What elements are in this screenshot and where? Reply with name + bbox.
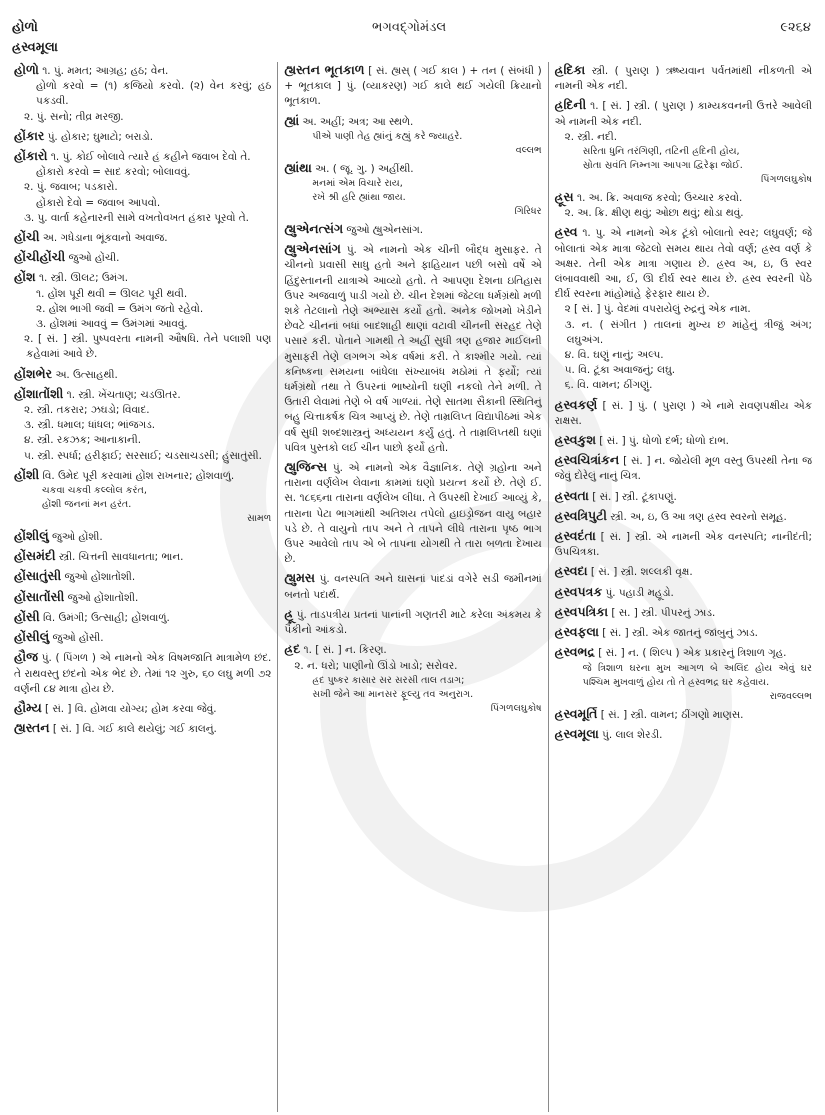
dictionary-entry <box>14 366 271 383</box>
quotation-line: હોંશી જનનાં મન હરંત. <box>42 499 132 511</box>
headword: હોંશી <box>14 466 40 482</box>
definition: [ સં. ] સ્ત્રી. એક જાતનું જાંબુનું ઝાડ. <box>602 627 758 640</box>
definition: [ સં. ] ન. જોયેલી મૂળ વસ્તુ ઉપરથી તેના જ જેવું દોરેલું નાનું ચિત્ર. <box>554 455 812 483</box>
dictionary-entry <box>14 649 271 697</box>
headword: હોંચીહોંચી <box>14 249 66 265</box>
headword: હોંશભેર <box>14 365 53 381</box>
idiom-phrase: ૩. હોંશમાં આવવું = ઉમંગમાં આવવું. <box>36 318 188 331</box>
headword: હૌજ <box>14 649 38 665</box>
definition: અ. અહીં; અત્ર; આ સ્થળે. <box>302 115 414 128</box>
dictionary-entry <box>555 706 812 723</box>
definition: જુઓ હોંસી. <box>52 632 104 645</box>
dictionary-entry <box>14 269 271 362</box>
headword: હૌમ્ય <box>14 699 42 715</box>
sub-sense: ૩. સ્ત્રી. ધમાલ; ધાંધલ; ભાંજગડ. <box>24 419 156 432</box>
dictionary-entry <box>555 62 812 94</box>
definition: ૧. સ્ત્રી. ઊલટ; ઉમંગ. <box>38 272 129 285</box>
definition: અ. ( જૂ. ગુ. ) અહીંથી. <box>315 162 414 175</box>
definition: પું. પહાડી મહૂડો. <box>605 586 674 599</box>
headword: હોંચી <box>14 229 40 245</box>
dictionary-entry <box>555 224 812 393</box>
dictionary-entry <box>14 548 271 565</box>
dictionary-entry <box>284 570 541 602</box>
definition: જુઓ હોંશાતોંશી. <box>67 591 139 604</box>
headword: હોંશીલું <box>14 528 49 544</box>
dictionary-entry <box>284 241 541 456</box>
dictionary-entry <box>555 584 812 601</box>
headword: હ્રસ્વભદ્ર <box>554 644 595 660</box>
headword: હોંસી <box>14 608 40 624</box>
headword: હ્યુએનસાંગ <box>284 241 341 257</box>
sub-sense: ૨. ન. ધરો; પાણીનો ઊંડો ખાડો; સરોવર. <box>294 659 458 672</box>
idiom-phrase: ૧. હોંશ પૂરી થવી = ઊલટ પૂરી થવી. <box>36 287 188 300</box>
definition: જુઓ હોંશી. <box>52 531 103 544</box>
quotation-line: રખે શ્રી હરિ હ્યાંથા જાય. <box>312 192 406 204</box>
quotation-line: સરિતા ધુનિ તરંગિણી, તટિની હ્રદિની હોય, <box>582 146 740 158</box>
definition: પું. એ નામનો એક ચીની બૌદ્ધ મુસાફર. તે ચીનનો પ્રવાસી સાધુ હતો અને ફાહિયાન પછી બસો વર્ષે એ હિંદુસ્તાનની યાત્રાએ આવ્યો હતો. તે આપણા દેશના ઇતિહાસ ઉપર અજવાળું પાડી ગયો છે. ચીન દેશમાં જેટલા ધર્મગ્રંથો મળી શકે તેટલાનો તેણે અભ્યાસ કર્યો હતો. અનેક જોખમો ખેડીને છેવટે ચીનનાં બધાં બાદશાહી થાણાં વટાવી ચીનની સરહદ તેણે પસાર કરી. પોતાને ગામથી તે અહીં સુધી ત્રણ હજાર માઈલની મુસાફરી તેણે લગભગ એક વર્ષમાં કરી. તે કાશ્મીર ગયો. ત્યાં કનિષ્કના સમયના બાંધેલા સંખ્યાબંધ મઠોમાં તે ફર્યો; ત્યાં ધર્મગ્રંથો તથા તે ઉપરનાં ભાષ્યોની ઘણી નકલો તેને મળી. તે ઉતારી લેવામાં તેણે બે વર્ષ ગાળ્યાં. તેણે સાતમા સૈકાની સ્થિતિનું બહુ ચિત્તાકર્ષક ચિત્ર આપ્યું છે. તેણે તામ્રલિપ્ત વિદ્યાપીઠમાં એક વર્ષ સુધી શબ્દશાસ્ત્રનું અધ્યયન કર્યું હતું. તે તામ્રલિપ્તથી ઘણાં પવિત્ર પુસ્તકો લઈ ચીન પાછો ફર્યો હતો. <box>284 244 542 454</box>
headword: હ્રસ્વ <box>554 224 578 240</box>
dictionary-entry <box>14 528 271 545</box>
definition: જુઓ હોંચી. <box>68 252 120 265</box>
definition: ૧. પું. મમત; આગ્રહ; હઠ; વેન. <box>42 65 169 77</box>
headword: હ્રસ્વકર્ણ <box>554 396 598 412</box>
quotation-source: વલ્લભ <box>515 144 542 156</box>
definition: ૧. સ્ત્રી. ખેંચતાણ; ચડઊતર. <box>66 388 181 401</box>
quotation-line: સખી જેને આ માનસર ફૂલ્યુ તવ અનુરાગ. <box>312 688 474 700</box>
definition: અ. ગધેડાના ભૂંકવાનો અવાજ. <box>42 232 168 245</box>
headword: હોંસીલું <box>14 629 50 645</box>
sub-sense: ૨. [ સં. ] સ્ત્રી. પુષ્પવરતા નામની ઔષધિ. તેને પલાશી પણ કહેવામાં આવે છે. <box>24 333 272 361</box>
quotation-source: પિંગળલઘુકોષ <box>761 174 812 186</box>
idiom-phrase: હોળો કરવો = (૧) કજિયો કરવો. (૨) વેન કરવું; હઠ પકડવી. <box>36 80 272 108</box>
dictionary-entry <box>14 589 271 606</box>
headword: હોંકારો <box>14 148 48 164</box>
dictionary-entry <box>14 568 271 585</box>
headword: હોંસાતોંસી <box>14 588 65 604</box>
dictionary-entry <box>284 113 541 157</box>
page-number: ૯૨૬૪ <box>780 20 811 35</box>
dictionary-entry <box>555 644 812 702</box>
definition: અ. ઉત્સાહથી. <box>55 368 118 381</box>
definition: [ સં. ] પું. ( પુરાણ ) એ નામે રાવણપક્ષીય એક રાક્ષસ. <box>554 399 812 427</box>
definition: જુઓ હોંશાતોંશી. <box>64 571 136 584</box>
headword: હ્રસ્વપત્રિકા <box>554 603 609 619</box>
definition: [ સં. ] સ્ત્રી. શલ્લકી વૃક્ષ. <box>590 566 693 579</box>
guide-word-last: હ્રસ્વમૂલા <box>12 40 58 55</box>
headword: હોંશાતોંશી <box>14 385 64 401</box>
dictionary-entry <box>555 432 812 449</box>
dictionary-entry <box>555 508 812 525</box>
sub-sense: ૨. અ. ક્રિ. ક્ષીણ થવું; ઓછા થવું; થોડા થવું. <box>564 207 744 220</box>
sub-sense: ૩. પુ. વાર્તા કહેનારની સામે વખતોવખત હંકાર પૂરવો તે. <box>24 211 249 224</box>
headword: હ્યસ્તન <box>14 720 50 736</box>
definition: પું. લાલ શેરડી. <box>602 728 663 741</box>
headword: હ્રસ્વત્રિપુટી <box>554 507 607 523</box>
headword: હ્રસ્વદા <box>554 563 588 579</box>
dictionary-entry <box>555 488 812 505</box>
headword: હ્રદિકા <box>554 62 586 77</box>
sub-sense: ૫. વિ. ટૂંકા અવાજનું; લઘુ. <box>564 364 676 377</box>
headword: હ્રદ <box>284 641 301 657</box>
sub-sense: ૨. સ્ત્રી. નદી. <box>564 130 617 143</box>
definition: પું. હોકાર; ઘુમાટો; બરાડો. <box>47 130 154 143</box>
definition: ૧. [ સં. ] ન. કિરણ. <box>303 644 387 657</box>
dictionary-entry <box>14 128 271 145</box>
headword: હ્યુજિન્સ <box>284 459 328 475</box>
definition: [ સં. ] સ્ત્રી. વામન; ઠીંગણો માણસ. <box>600 708 744 721</box>
sub-sense: ૪. વિ. ઘણું નાનું; અલ્પ. <box>564 349 664 362</box>
dictionary-entry <box>284 62 541 110</box>
definition: ૧. [ સં. ] સ્ત્રી. ( પુરાણ ) કામ્યકવનની ઉત્તરે આવેલી એ નામની એક નદી. <box>554 100 812 128</box>
quotation-source: પિંગળલઘુકોષ <box>490 702 542 714</box>
quotation-line: હ્રદ પુષ્કર કાસાર સર સરસી તાલ તડાગ; <box>312 674 465 686</box>
sub-sense: ૬. વિ. વામન; ઠીંગણું. <box>564 379 653 392</box>
definition: સ્ત્રી. ચિત્તની સાવધાનતા; ભાન. <box>58 551 184 564</box>
headword: હ્રૂસ <box>554 189 574 205</box>
dictionary-entry <box>555 97 812 186</box>
definition: પું. ( પિંગળ ) એ નામનો એક વિષમજાતિ માત્રામેળ છંદ. તે રાથવસ્તુ છંદનો એક ભેદ છે. તેમાં ૧૨ ગુરુ, ૬૦ લઘુ મળી ૭૨ વર્ણની ૮૪ માત્રા હોય છે. <box>14 652 272 695</box>
definition: સ્ત્રી. ( પુરાણ ) ઋષ્યવાન પર્વતમાંથી નીકળતી એ નામની એક નદી. <box>554 65 812 93</box>
definition: વિ. ઉમેદ પૂરી કરવામાં હોંશ રાખનાર; હોંશવાળું. <box>42 469 235 482</box>
headword: હ્યુએનત્સંગ <box>284 221 344 237</box>
dictionary-entry <box>14 700 271 717</box>
quotation-line: જે ત્રિશાળ ઘરના મુખ આગળ બે અલિંદ હોય એવું ઘર પશ્ચિમ મુખવાળું હોય તો તે હ્રસ્વભદ્ર ઘર કહેવાય. <box>582 662 812 688</box>
dictionary-entry <box>14 229 271 246</box>
page-header <box>12 20 811 42</box>
dictionary-entry <box>284 221 541 238</box>
dictionary-entry <box>14 467 271 525</box>
idiom-phrase: હોંકારો દેવો = જવાબ આપવો. <box>36 196 161 209</box>
headword: હ્રૂ <box>284 605 294 621</box>
dictionary-entry <box>14 249 271 266</box>
dictionary-entry <box>284 606 541 638</box>
headword: હ્રસ્વચિત્રાંકન <box>554 452 620 468</box>
headword: હ્રસ્વકુશ <box>554 432 596 448</box>
dictionary-entry <box>14 148 271 226</box>
headword: હ્યસ્તન ભૂતકાળ <box>284 62 365 77</box>
headword: હોળો <box>14 62 39 77</box>
headword: હ્રસ્વતા <box>554 487 589 503</box>
headword: હ્રસ્વપત્રક <box>554 583 603 599</box>
idiom-phrase: હોંકારો કરવો = સાદ કરવો; બોલાવવું. <box>36 166 191 179</box>
definition: [ સ. ] સ્ત્રી. પીપરનું ઝાડ. <box>611 606 716 619</box>
sub-sense: ૩. ન. ( સંગીત ) તાલનાં મુખ્ય છ માંહેનું ત્રીજું અંગ; લઘુઅંગ. <box>564 318 812 346</box>
headword: હોંશ <box>14 269 36 285</box>
definition: ૧. પુ. એ નામનો એક ટૂંકો બોલાતો સ્વર; લઘુવર્ણ; જે બોલાતાં એક માત્રા જેટલો સમય થાય તેવો વર્ણ; હ્રસ્વ વર્ણ કે અક્ષર. તેની એક માત્રા ગણાય છે. હ્રસ્વ અ, ઇ, ઉ સ્વર લંબાવવાથી આ, ઈ, ઊ દીર્ઘ સ્વર થાય છે. હ્રસ્વ સ્વરની પેઠે દીર્ઘ સ્વરના માંહોમાંહે ફેરફાર થાય છે. <box>554 227 812 301</box>
headword: હ્યાંથા <box>284 159 312 175</box>
definition: ૧. પું. કોઈ બોલાવે ત્યારે હં કહીને જવાબ દેવો તે. <box>50 151 251 164</box>
headword: હ્રસ્વમૂર્તિ <box>554 705 598 721</box>
quotation-line: પીએ પાણી તેહ હ્યાંનું કહ્યું કરે જ્યાહરે. <box>312 130 463 142</box>
column-1 <box>10 62 277 1112</box>
headword: હોંસાતુંસી <box>14 568 62 584</box>
dictionary-columns <box>10 62 818 1112</box>
headword: હોંસમંદી <box>14 548 56 564</box>
dictionary-entry <box>555 528 812 560</box>
headword: હ્યુમસ <box>284 570 316 586</box>
sub-sense: ૨. પું. જવાબ; પડકારો. <box>24 181 118 194</box>
definition: [ સં. ] સ્ત્રી. ટૂંકાપણું. <box>592 490 677 503</box>
definition: પું. એ નામનો એક વૈજ્ઞાનિક. તેણે ગ્રહોના અને તારાના વર્ણલેખ લેવાના કામમાં ઘણો પ્રયત્ન કર્યો છે. તેણે ઈ. સ. ૧૮૬૬ના તારાના વર્ણલેખ લીધા. તે ઉપરથી દેખાઈ આવ્યું કે, તારાના પેટા ભાગમાંથી અતિશય તપેલો હાઇડ્રોજન વાયુ બહાર પડે છે. તે વાયુનો તાપ અને તે તાપને લીધે તારાના પૃષ્ઠ ભાગ ઉપર આવેલો તાપ એ બે તાપના યોગથી તે તારા બળતા દેખાય છે. <box>284 462 542 566</box>
quotation-line: ચકવા ચકવી કલ્લોલ કરંત, <box>42 485 147 497</box>
dictionary-entry <box>284 641 541 714</box>
sub-sense: ૫. સ્ત્રી. સ્પર્ધા; હરીફાઈ; સરસાઈ; ચડસાચડસી; હુંસાતુંસી. <box>24 449 262 462</box>
running-title: ભગવદ્ગોમંડલ <box>372 20 447 35</box>
headword: હ્રદિની <box>554 97 587 113</box>
headword: હ્યાં <box>284 112 300 128</box>
quotation-source: ગિરિધર <box>514 206 542 218</box>
dictionary-entry <box>14 62 271 125</box>
sub-sense: ૨. પું. સનો; તીવ્ર મરજી. <box>24 110 124 123</box>
idiom-phrase: ૨. હોંશ ભાગી જવી = ઉમંગ જતો રહેવો. <box>36 302 204 315</box>
quotation-source: રાજવલ્લભ <box>769 690 812 702</box>
dictionary-entry <box>555 189 812 221</box>
headword: હ્રસ્વફલા <box>554 624 599 640</box>
dictionary-entry <box>555 604 812 621</box>
definition: [ સં. ] સ્ત્રી. એ નામની એક વનસ્પતિ; નાનીદંતી; ઉપચિત્રકા. <box>554 531 812 559</box>
headword: હ્રસ્વદંતા <box>554 528 596 544</box>
definition: જુઓ હ્યુએનસાંગ. <box>346 224 424 237</box>
sub-sense: ૨ [ સં. ] પું. વેદમાં વપરાયેલું રુદ્રનું એક નામ. <box>564 303 751 316</box>
dictionary-entry <box>284 459 541 567</box>
dictionary-entry <box>284 160 541 218</box>
definition: [ સં. ] વિ. ગઈ કાલે થયેલું; ગઈ કાલનું. <box>52 723 217 736</box>
quotation-line: મનમાં એમ વિચારે રાય, <box>312 178 403 190</box>
quotation-line: સ્રોતા સ્રવંતિ નિમ્નગા આપગા દ્વિરેફ્રા જોઈ. <box>582 160 743 172</box>
definition: [ સં. ] વિ. હોમવા યોગ્ય; હોમ કરવા જેવું. <box>45 702 217 715</box>
definition: [ સં. ] ન. ( શિલ્પ ) એક પ્રકારનું ત્રિશાળ ગૃહ. <box>598 647 787 660</box>
definition: વિ. ઉમંગી; ઉત્સાહી; હોંશવાળું. <box>43 611 170 624</box>
dictionary-entry <box>14 386 271 464</box>
dictionary-entry <box>555 563 812 580</box>
column-2 <box>277 62 547 1112</box>
column-3 <box>548 62 818 1112</box>
dictionary-entry <box>14 609 271 626</box>
dictionary-entry <box>555 624 812 641</box>
definition: પું. તાડપત્રીય પ્રતનાં પાનાંની ગણતરી માટે કરેલા અંકમય કે પૈકીનો આંકડો. <box>284 608 542 637</box>
headword: હોંકાર <box>14 127 45 143</box>
dictionary-entry <box>555 452 812 484</box>
dictionary-entry <box>14 720 271 737</box>
definition: ૧. અ. ક્રિ. અવાજ કરવો; ઉચ્ચાર કરવો. <box>576 192 743 205</box>
definition: પું. વનસ્પતિ અને ઘાસનાં પાંદડાં વગેરે સડી જમીનમાં બનતો પદાર્થ. <box>284 573 542 601</box>
dictionary-entry <box>14 629 271 646</box>
quotation-source: સામળ <box>246 513 272 525</box>
headword: હ્રસ્વમૂલા <box>554 725 599 741</box>
sub-sense: ૪. સ્ત્રી. રકઝક; આનાકાની. <box>24 434 142 447</box>
dictionary-entry <box>555 397 812 429</box>
definition: [ સં. હ્યસ્ ( ગઈ કાલ ) + તન ( સંબંધી ) + ભૂતકાલ ] પું. (વ્યાકરણ) ગઈ કાલે થઈ ગયેલી ક્રિયાનો ભૂતકાળ. <box>284 65 542 108</box>
definition: [ સં. ] પું. ધોળો દર્ભ; ધોળો દાભ. <box>599 435 729 448</box>
guide-word-first: હોળો <box>12 20 38 35</box>
dictionary-entry <box>555 726 812 743</box>
sub-sense: ૨. સ્ત્રી. તકરાર; ઝઘડો; વિવાદ. <box>24 404 150 417</box>
definition: સ્ત્રી. અ, ઇ, ઉ આ ત્રણ હ્રસ્વ સ્વરનો સમૂહ. <box>610 510 787 523</box>
